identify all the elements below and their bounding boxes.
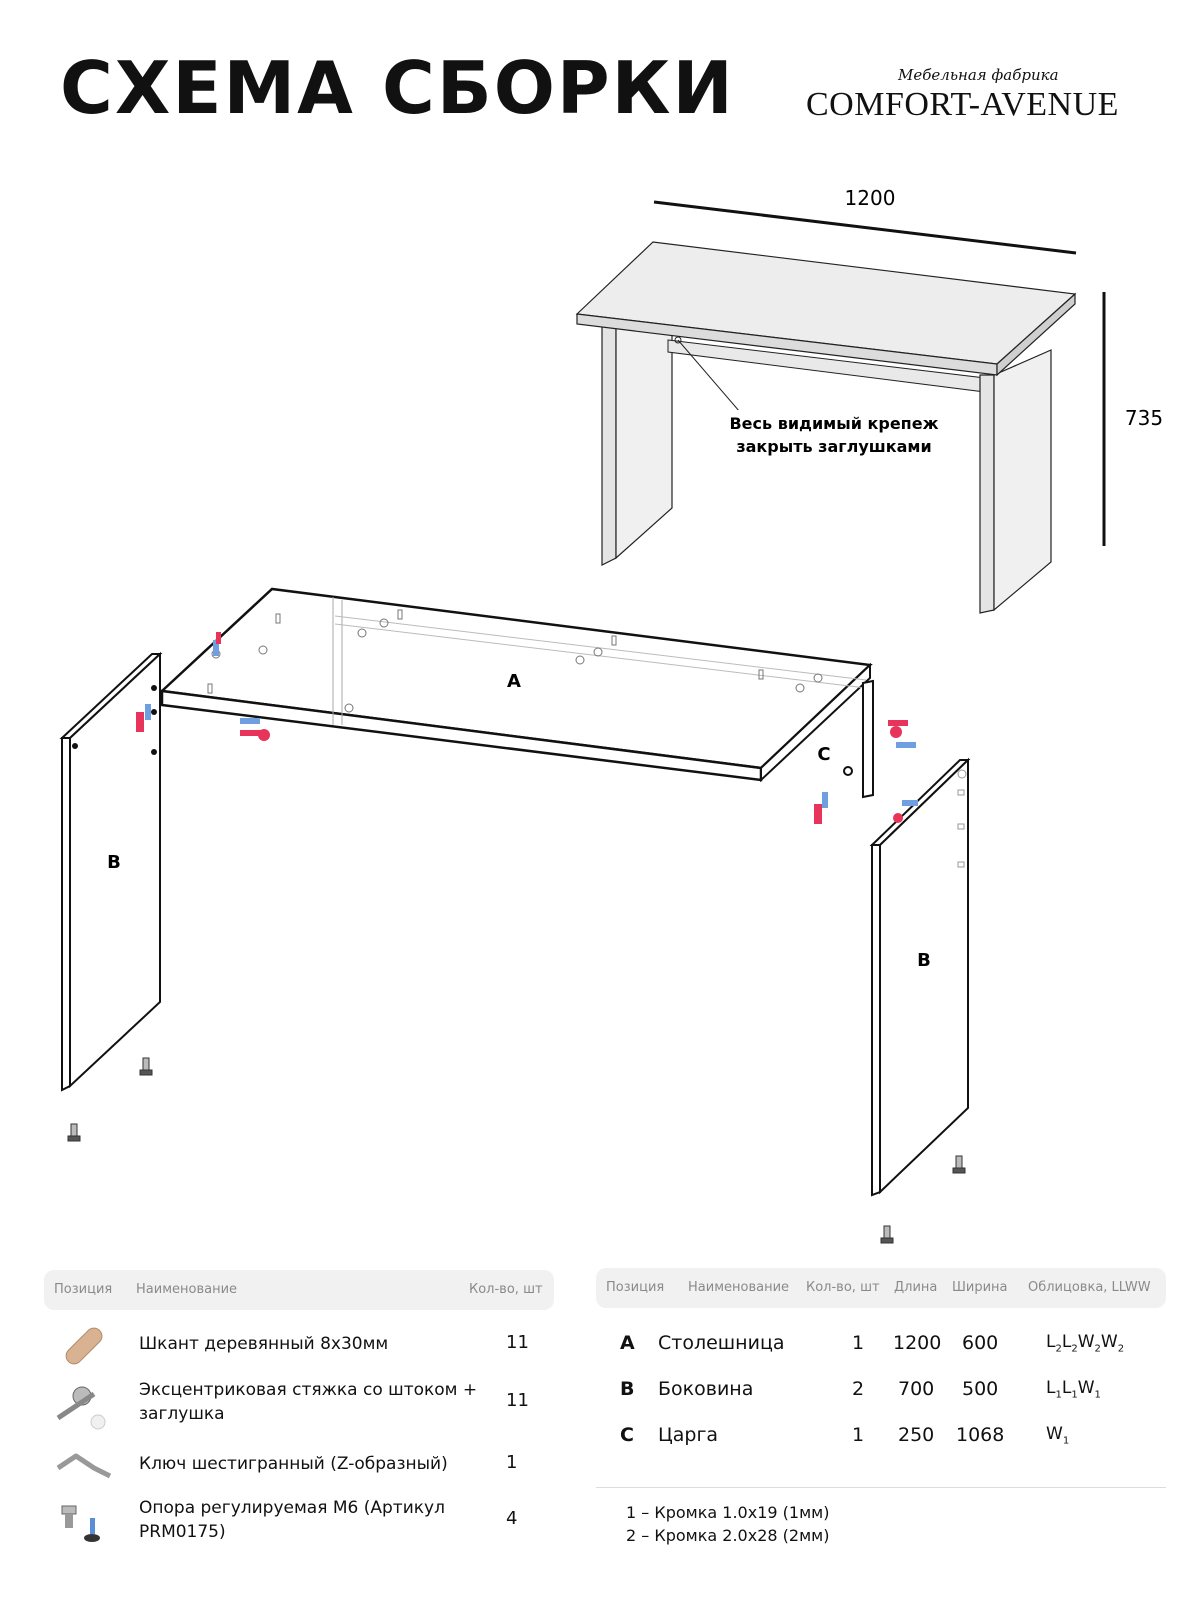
- hole-icon: [151, 685, 157, 691]
- adjustable-foot-icon: [68, 1124, 80, 1141]
- hole-icon: [151, 749, 157, 755]
- desk-left-leg: [616, 325, 672, 558]
- eccentric-fastener-icon: [54, 1378, 114, 1434]
- hardware-row: [44, 1320, 554, 1372]
- brand-logo: COMFORT-AVENUE: [806, 86, 1119, 123]
- header-width: Ширина: [952, 1280, 1008, 1295]
- cam-lock-red-icon: [136, 712, 144, 732]
- edge-note-1: 1 – Кромка 1.0x19 (1мм): [626, 1503, 830, 1522]
- part-qty: 1: [852, 1424, 865, 1446]
- part-name: Боковина: [658, 1378, 754, 1400]
- part-finish: $L_2L_2W_2W_2$: [1046, 1332, 1125, 1355]
- header-position: Позиция: [606, 1280, 665, 1295]
- part-c-label: C: [817, 744, 831, 765]
- part-c-apron: [863, 681, 873, 797]
- part-b-right-label: B: [917, 950, 931, 971]
- cam-lock-red-icon: [814, 804, 822, 824]
- hardware-qty: 11: [506, 1390, 529, 1411]
- header-position: Позиция: [54, 1282, 113, 1297]
- cam-lock-red-icon: [888, 720, 908, 726]
- parts-row: [596, 1424, 1166, 1454]
- edge-note-2: 2 – Кромка 2.0x28 (2мм): [626, 1526, 830, 1545]
- part-a-label: A: [507, 671, 521, 692]
- part-b-right-front-edge: [872, 845, 880, 1195]
- part-length: 1200: [893, 1332, 942, 1354]
- hardware-name: Опора регулируемая М6 (Артикул PRM0175): [139, 1498, 445, 1542]
- hole-icon: [151, 709, 157, 715]
- adjustable-foot-icon: [54, 1496, 114, 1552]
- cam-bolt-blue-icon: [896, 742, 916, 748]
- parts-row: [596, 1332, 1166, 1362]
- assembled-desk: [577, 186, 1163, 613]
- parts-row: [596, 1378, 1166, 1408]
- part-length: 250: [898, 1424, 935, 1446]
- hardware-table-header: [44, 1270, 554, 1310]
- part-qty: 2: [852, 1378, 865, 1400]
- callout-line-1: Весь видимый крепеж: [729, 414, 939, 433]
- callout-line-2: закрыть заглушками: [736, 437, 932, 456]
- hardware-row: [44, 1378, 554, 1434]
- part-name: Столешница: [658, 1332, 785, 1354]
- part-finish: $W_1$: [1046, 1424, 1070, 1447]
- part-name: Царга: [658, 1424, 719, 1446]
- adjustable-foot-icon: [140, 1058, 152, 1075]
- adjustable-foot-icon: [881, 1226, 893, 1243]
- header-qty: Кол-во, шт: [806, 1280, 880, 1295]
- table-divider: [596, 1487, 1166, 1488]
- width-dimension-label: 1200: [844, 186, 896, 210]
- page-title: СХЕМА СБОРКИ: [60, 46, 735, 130]
- part-qty: 1: [852, 1332, 865, 1354]
- wood-dowel-icon: [54, 1320, 114, 1372]
- cam-lock-red-icon: [890, 726, 902, 738]
- hardware-row: [44, 1446, 554, 1486]
- header-name: Наименование: [136, 1282, 238, 1297]
- header-length: Длина: [894, 1280, 938, 1295]
- part-position: A: [620, 1332, 635, 1354]
- header-name: Наименование: [688, 1280, 790, 1295]
- hardware-name: Шкант деревянный 8x30мм: [139, 1334, 389, 1354]
- desk-right-leg: [994, 350, 1051, 610]
- hex-key-icon: [54, 1446, 114, 1486]
- parts-table-header: [596, 1268, 1166, 1308]
- cam-bolt-blue-icon: [240, 718, 260, 724]
- adjustable-foot-icon: [953, 1156, 965, 1173]
- part-width: 600: [962, 1332, 999, 1354]
- part-b-left-label: B: [107, 852, 121, 873]
- cam-bolt-blue-icon: [902, 800, 918, 806]
- part-width: 500: [962, 1378, 999, 1400]
- part-b-left-front-edge: [62, 738, 70, 1090]
- hardware-name: Эксцентриковая стяжка со штоком + заглушка: [139, 1380, 478, 1424]
- header-qty: Кол-во, шт: [469, 1282, 543, 1297]
- height-dimension-label: 735: [1124, 406, 1164, 430]
- cam-lock-red-icon: [258, 729, 270, 741]
- hardware-row: [44, 1496, 554, 1552]
- desk-right-leg-edge: [980, 375, 994, 613]
- cam-hole-icon: [844, 767, 852, 775]
- cam-bolt-blue-icon: [145, 704, 151, 720]
- part-position: C: [620, 1424, 634, 1446]
- header-finish: Облицовка, LLWW: [1028, 1280, 1151, 1295]
- part-position: B: [620, 1378, 635, 1400]
- hardware-name: Ключ шестигранный (Z-образный): [139, 1454, 448, 1474]
- part-finish: $L_1L_1W_1$: [1046, 1378, 1101, 1401]
- cam-lock-red-icon: [893, 813, 903, 823]
- part-length: 700: [898, 1378, 935, 1400]
- brand-subtitle: Мебельная фабрика: [898, 66, 1059, 84]
- feet: [68, 1058, 965, 1243]
- cam-bolt-blue-icon: [822, 792, 828, 808]
- cam-bolt-red-icon: [216, 632, 221, 644]
- hardware-qty: 11: [506, 1332, 529, 1353]
- hardware-qty: 1: [506, 1452, 518, 1473]
- hardware-qty: 4: [506, 1508, 518, 1529]
- desk-left-leg-edge: [602, 325, 616, 565]
- exploded-view: [62, 589, 968, 1243]
- hole-icon: [72, 743, 78, 749]
- part-width: 1068: [956, 1424, 1005, 1446]
